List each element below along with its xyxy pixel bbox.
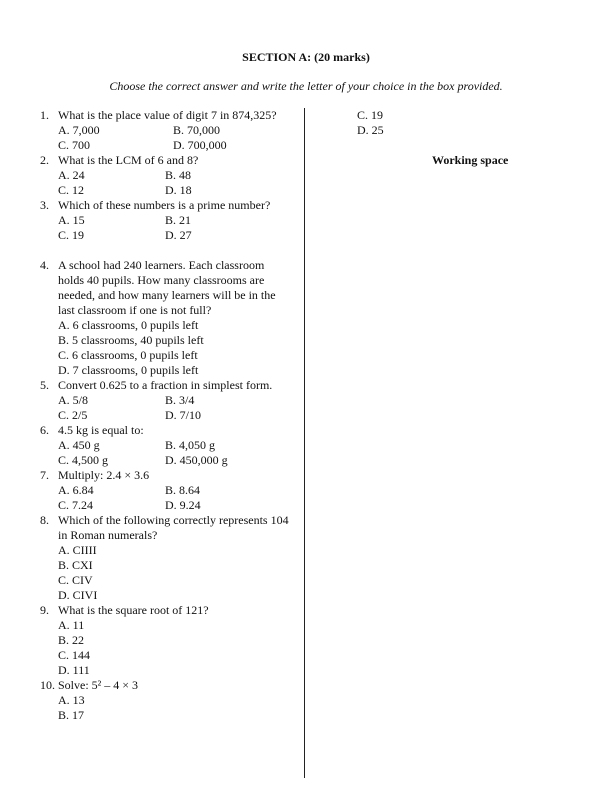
- question-text: Convert 0.625 to a fraction in simplest form.: [58, 378, 273, 392]
- option: C. 4,500 g: [58, 453, 109, 467]
- question: [40, 108, 292, 153]
- questions-column: [40, 108, 292, 723]
- option: C. 700: [58, 138, 91, 152]
- option-row: [58, 453, 292, 468]
- option: B. 21: [165, 213, 192, 227]
- question-text: Solve: 5² – 4 × 3: [58, 678, 139, 692]
- option-row: [58, 408, 292, 423]
- option: C. 19: [58, 228, 85, 242]
- option: B. 17: [58, 708, 85, 722]
- question-number: 8.: [40, 513, 49, 527]
- question-text: A school had 240 learners. Each classroom holds 40 pupils. How many classrooms are needed, and how many learners will be in the last classroom if one is not full?: [58, 258, 276, 317]
- option-row: [58, 498, 292, 513]
- options: [58, 168, 292, 198]
- question-number: 1.: [40, 108, 49, 122]
- continued-options: [357, 108, 384, 138]
- option: B. 8.64: [165, 483, 201, 497]
- options: [58, 483, 292, 513]
- option: C. 7.24: [58, 498, 94, 512]
- option: D. CIVI: [58, 588, 98, 602]
- option-row: [58, 138, 292, 153]
- options: [58, 318, 292, 378]
- question-text: Which of these numbers is a prime number?: [58, 198, 271, 212]
- option-row: [58, 123, 292, 138]
- option-row: [58, 393, 292, 408]
- option: A. 24: [58, 168, 85, 182]
- question-text: Which of the following correctly represents 104 in Roman numerals?: [58, 513, 289, 542]
- option: D. 7 classrooms, 0 pupils left: [58, 363, 199, 377]
- option: C. 6 classrooms, 0 pupils left: [58, 348, 198, 362]
- options: [58, 543, 292, 603]
- question: [40, 378, 292, 423]
- question: [40, 678, 292, 723]
- option-row: [58, 168, 292, 183]
- question: [40, 198, 292, 243]
- question: [40, 513, 292, 603]
- option: A. 6.84: [58, 483, 94, 497]
- options: [58, 693, 292, 723]
- question: [40, 153, 292, 198]
- option: D. 25: [357, 123, 384, 137]
- option: B. 5 classrooms, 40 pupils left: [58, 333, 204, 347]
- options: [58, 393, 292, 423]
- option-row: [58, 213, 292, 228]
- option: A. CIIII: [58, 543, 97, 557]
- question-number: 6.: [40, 423, 49, 437]
- question-text: What is the LCM of 6 and 8?: [58, 153, 199, 167]
- option: A. 11: [58, 618, 85, 632]
- option-row: [58, 228, 292, 243]
- option: A. 7,000: [58, 123, 100, 137]
- option: A. 450 g: [58, 438, 100, 452]
- option: C. CIV: [58, 573, 93, 587]
- option: C. 12: [58, 183, 85, 197]
- option: A. 5/8: [58, 393, 88, 407]
- instructions: Choose the correct answer and write the letter of your choice in the box provided.: [109, 79, 503, 93]
- question-text: Multiply: 2.4 × 3.6: [58, 468, 150, 482]
- question: [40, 258, 292, 378]
- options: [58, 213, 292, 243]
- section-title: SECTION A: (20 marks): [242, 50, 370, 64]
- option: D. 27: [165, 228, 192, 242]
- question: [40, 423, 292, 468]
- option: B. 4,050 g: [165, 438, 216, 452]
- option: D. 18: [165, 183, 192, 197]
- option: B. CXI: [58, 558, 93, 572]
- option: D. 700,000: [173, 138, 227, 152]
- question-number: 3.: [40, 198, 49, 212]
- option: A. 15: [58, 213, 85, 227]
- question-number: 2.: [40, 153, 49, 167]
- question-number: 9.: [40, 603, 49, 617]
- option: B. 3/4: [165, 393, 195, 407]
- column-divider: [304, 108, 305, 778]
- option-row: [58, 183, 292, 198]
- option-row: [58, 483, 292, 498]
- option: A. 13: [58, 693, 85, 707]
- question: [40, 603, 292, 678]
- option: D. 9.24: [165, 498, 201, 512]
- option: D. 450,000 g: [165, 453, 228, 467]
- question-number: 4.: [40, 258, 49, 272]
- spacer: [40, 243, 292, 258]
- options: [58, 123, 292, 153]
- option: B. 22: [58, 633, 85, 647]
- option: A. 6 classrooms, 0 pupils left: [58, 318, 199, 332]
- option: C. 144: [58, 648, 91, 662]
- question-number: 5.: [40, 378, 49, 392]
- option-row: [58, 438, 292, 453]
- question: [40, 468, 292, 513]
- question-text: What is the place value of digit 7 in 874,325?: [58, 108, 277, 122]
- question-text: What is the square root of 121?: [58, 603, 209, 617]
- question-text: 4.5 kg is equal to:: [58, 423, 144, 437]
- option: C. 19: [357, 108, 384, 122]
- option: B. 48: [165, 168, 192, 182]
- question-number: 10.: [40, 678, 55, 692]
- question-number: 7.: [40, 468, 49, 482]
- options: [58, 438, 292, 468]
- option: D. 111: [58, 663, 90, 677]
- option: B. 70,000: [173, 123, 221, 137]
- working-space-label: Working space: [432, 153, 509, 167]
- options: [58, 618, 292, 678]
- option: C. 2/5: [58, 408, 88, 422]
- option: D. 7/10: [165, 408, 201, 422]
